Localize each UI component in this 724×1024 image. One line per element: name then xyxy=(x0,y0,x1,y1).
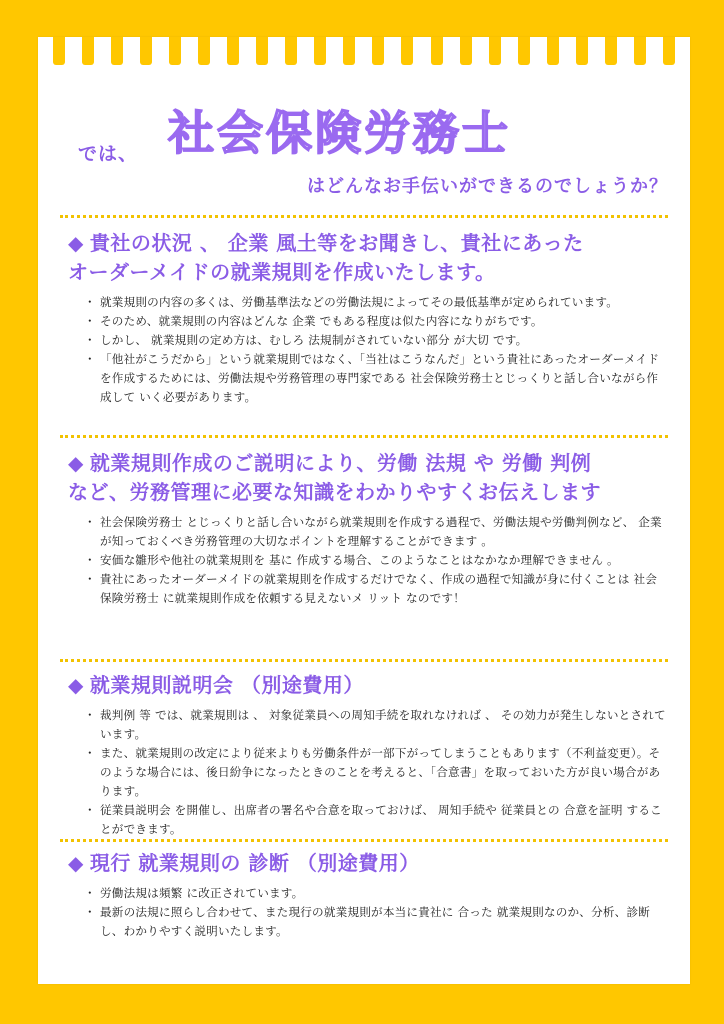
binder-holes xyxy=(38,37,690,65)
binder-hole xyxy=(663,37,675,65)
list-item: ・ 就業規則の内容の多くは、労働基準法などの労働法規によってその最低基準が定められています。 xyxy=(84,293,668,312)
page-title: 社会保険労務士 xyxy=(168,106,511,160)
list-item: ・ また、就業規則の改定により従来よりも労働条件が一部下がってしまうこともあります（不利益変更）。そのような場合には、後日紛争になったときのことを考えると、「合意書」を取っておいた方が良い場合があります。 xyxy=(84,744,668,801)
binder-hole xyxy=(605,37,617,65)
binder-hole xyxy=(227,37,239,65)
binder-hole xyxy=(576,37,588,65)
title-block xyxy=(38,97,690,177)
diamond-icon: ◆ xyxy=(68,451,84,475)
title-prefix: では、 xyxy=(78,143,139,165)
bullet-list xyxy=(68,293,668,407)
section-heading xyxy=(68,229,668,287)
binder-hole xyxy=(111,37,123,65)
list-item: ・ 安価な雛形や他社の就業規則を 基に 作成する場合、このようなことはなかなか理解できません 。 xyxy=(84,551,668,570)
binder-hole xyxy=(489,37,501,65)
dotted-divider xyxy=(60,839,668,842)
section-briefing-session xyxy=(68,671,668,839)
section-rules-diagnosis xyxy=(68,849,668,941)
section-heading xyxy=(68,849,668,878)
dotted-divider xyxy=(60,435,668,438)
binder-hole xyxy=(343,37,355,65)
diamond-icon: ◆ xyxy=(68,673,84,697)
list-item: ・ そのため、就業規則の内容はどんな 企業 でもある程度は似た内容になりがちです。 xyxy=(84,312,668,331)
binder-hole xyxy=(82,37,94,65)
list-item: ・ しかし、 就業規則の定め方は、むしろ 法規制がされていない部分 が大切 です。 xyxy=(84,331,668,350)
section-heading-line: オーダーメイドの就業規則を作成いたします。 xyxy=(68,260,496,284)
binder-hole xyxy=(372,37,384,65)
list-item: ・ 「他社がこうだから」という就業規則ではなく、「当社はこうなんだ」という貴社にあったオーダーメイドを作成するためには、労働法規や労務管理の専門家である 社会保険労務士とじっくりと話し合いながら作成して いく必要があります。 xyxy=(84,350,668,407)
binder-hole xyxy=(634,37,646,65)
section-heading-line: 就業規則説明会 （別途費用） xyxy=(89,673,364,697)
page-subtitle: はどんなお手伝いができるのでしょうか？ xyxy=(307,176,668,197)
list-item: ・ 裁判例 等 では、就業規則は 、 対象従業員への周知手続を取れなければ 、 その効力が発生しないとされています。 xyxy=(84,706,668,744)
diamond-icon: ◆ xyxy=(68,231,84,255)
section-heading xyxy=(68,671,668,700)
list-item: ・ 労働法規は頻繁 に改正されています。 xyxy=(84,884,668,903)
binder-hole xyxy=(53,37,65,65)
list-item: ・ 従業員説明会 を開催し、出席者の署名や合意を取っておけば、 周知手続や 従業員との 合意を証明 することができます。 xyxy=(84,801,668,839)
diamond-icon: ◆ xyxy=(68,851,84,875)
section-heading-line: など、労務管理に必要な知識をわかりやすくお伝えします xyxy=(68,480,601,504)
binder-hole xyxy=(460,37,472,65)
section-custom-rules xyxy=(68,229,668,407)
binder-hole xyxy=(401,37,413,65)
section-heading-line: 現行 就業規則の 診断 （別途費用） xyxy=(89,851,420,875)
binder-hole xyxy=(547,37,559,65)
dotted-divider xyxy=(60,659,668,662)
binder-hole xyxy=(285,37,297,65)
section-heading-line: 貴社の状況 、 企業 風土等をお聞きし、貴社にあった xyxy=(89,231,584,255)
binder-hole xyxy=(431,37,443,65)
section-heading-line: 就業規則作成のご説明により、労働 法規 や 労働 判例 xyxy=(89,451,592,475)
binder-hole xyxy=(140,37,152,65)
bullet-list xyxy=(68,884,668,941)
paper-sheet xyxy=(38,37,690,984)
list-item: ・ 貴社にあったオーダーメイドの就業規則を作成するだけでなく、作成の過程で知識が身に付くことは 社会保険労務士 に就業規則作成を依頼する見えないメ リット なのです！ xyxy=(84,570,668,608)
section-heading xyxy=(68,449,668,507)
dotted-divider xyxy=(60,215,668,218)
list-item: ・ 社会保険労務士 とじっくりと話し合いながら就業規則を作成する過程で、労働法規や労働判例など、 企業 が知っておくべき労務管理の大切なポイントを理解することができます 。 xyxy=(84,513,668,551)
binder-hole xyxy=(518,37,530,65)
bullet-list xyxy=(68,513,668,608)
binder-hole xyxy=(314,37,326,65)
binder-hole xyxy=(198,37,210,65)
section-knowledge-transfer xyxy=(68,449,668,608)
list-item: ・ 最新の法規に照らし合わせて、また現行の就業規則が本当に貴社に 合った 就業規則なのか、分析、診断し、わかりやすく説明いたします。 xyxy=(84,903,668,941)
binder-hole xyxy=(256,37,268,65)
binder-hole xyxy=(169,37,181,65)
bullet-list xyxy=(68,706,668,839)
